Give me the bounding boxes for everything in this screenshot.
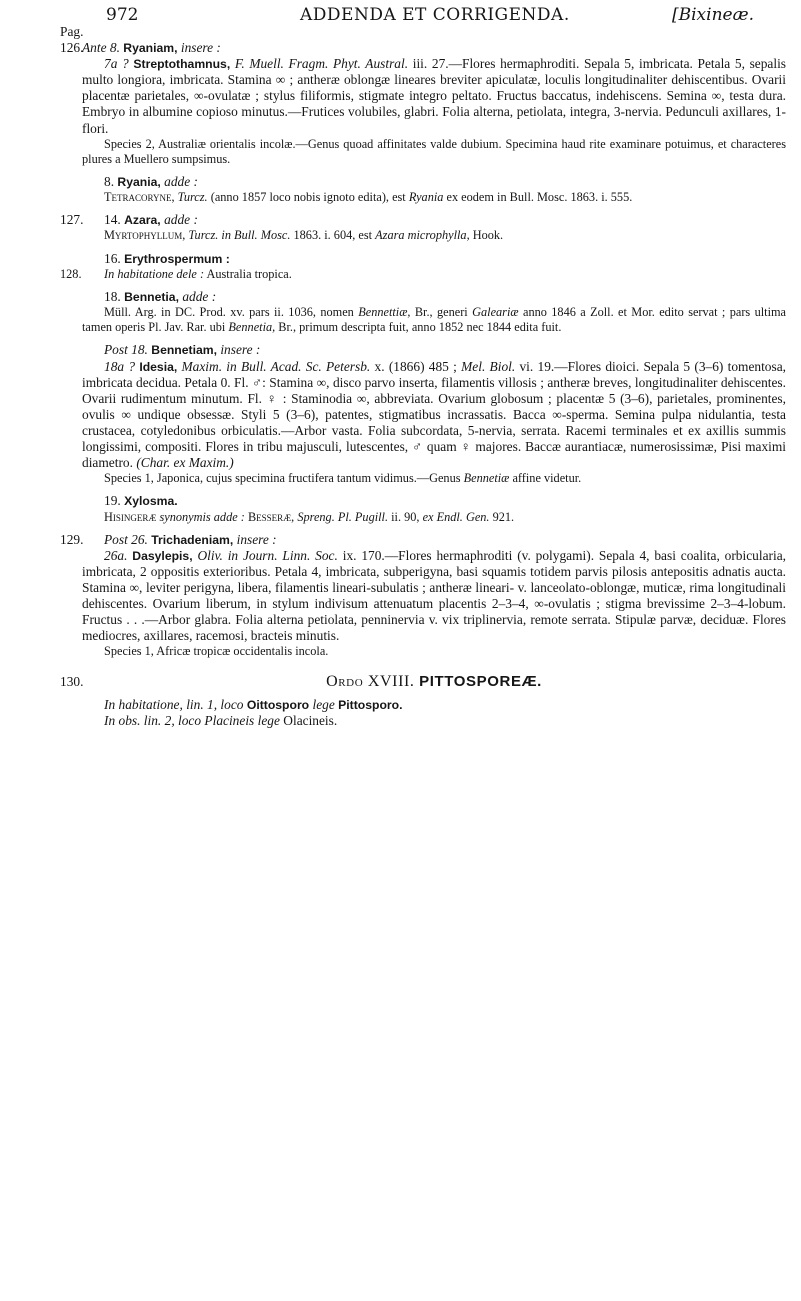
section-label: [Bixineæ.: [672, 5, 754, 25]
note-pittosporo: In habitatione, lin. 1, loco Oittosporo lege Pittosporo.: [104, 696, 403, 712]
entry-post-18: Post 18. Bennetiam, insere :: [104, 342, 261, 358]
note-streptothamnus: Species 2, Australiæ orientalis incolæ.—Genus quoad affinitates valde dubium. Specimina haud rite examinare potuimus, et characteres plures a Muellero sumpsimus.: [82, 136, 786, 166]
entry-bennetia: 18. Bennetia, adde :: [104, 288, 217, 304]
running-title: ADDENDA ET CORRIGENDA.: [300, 5, 570, 25]
note-habitatione: 128. In habitatione dele : Australia tropica.: [60, 266, 292, 281]
entry-ryania: 8. Ryania, adde :: [104, 174, 198, 190]
entry-126-ryaniam: 126.Ante 8. Ryaniam, insere :: [60, 40, 221, 56]
note-idesia: Species 1, Japonica, cujus specimina fructifera tantum vidimus.—Genus Bennetiæ affine videtur.: [104, 471, 582, 486]
entry-streptothamnus: 7a ? Streptothamnus, F. Muell. Fragm. Phyt. Austral. iii. 27.—Flores hermaphroditi. Sepala 5, imbricata. Petala 5, sepalis multo longiora, imbricata. Stamina ∞ ; antheræ oblongæ lineares breviter apiculatæ, loculis longitudinaliter dehiscentibus. Ovarii placentæ parietales, ∞-ovulatæ ; stylus filiformis, stigmate integro peltato. Fructus baccatus, indehiscens. Semina ∞, testa dura. Embryo in albumine copioso minutus.—Frutices volubiles, glabri. Folia alterna, petiolata, integra, 3-nervia. Pedunculi axillares, 1-flori.: [82, 56, 787, 136]
note-olacineis: In obs. lin. 2, loco Placineis lege Olacineis.: [104, 712, 338, 728]
pag-label: Pag.: [60, 24, 84, 39]
entry-erythrospermum: 16. Erythrospermum :: [104, 250, 230, 266]
note-tetracoryne: Tetracoryne, Turcz. (anno 1857 loco nobis ignoto edita), est Ryania ex eodem in Bull. Mosc. 1863. i. 555.: [104, 190, 633, 205]
entry-post-26: 129. Post 26. Trichadeniam, insere :: [60, 531, 277, 547]
note-bennetia: Müll. Arg. in DC. Prod. xv. pars ii. 1036, nomen Bennettiæ, Br., generi Galeariæ anno 1846 a Zoll. et Mor. edito servat ; pars ultima tamen operis Pl. Jav. Rar. ubi Bennetia, Br., primum descripta fuit, anno 1852 nec 1844 edita fuit.: [82, 305, 787, 335]
entry-azara: 127. 14. Azara, adde :: [60, 212, 198, 228]
page-number: 972: [106, 5, 139, 25]
note-myrtophyllum: Myrtophyllum, Turcz. in Bull. Mosc. 1863. i. 604, est Azara microphylla, Hook.: [104, 228, 504, 243]
note-dasylepis: Species 1, Africæ tropicæ occidentalis incola.: [104, 644, 329, 659]
entry-dasylepis: 26a. Dasylepis, Oliv. in Journ. Linn. Soc. ix. 170.—Flores hermaphroditi (v. polygami). Sepala 4, basi coalita, orbicularia, imbricata, 2 oppositis exterioribus. Petala 4, imbricata, subperigyna, basi squamis totidem parvis pilosis antepositis adnatis aucta. Stamina ∞, leviter perigyna, libera, filamentis lineari-subulatis ; antheræ lineari- v. lanceolato-oblongæ, muticæ, rima longitudinali dehiscentes. Ovarium liberum, in stylum indivisum attenuatum placentis 2–3–4, ∞-ovulatis ; stigma brevissime 2–3–4-lobum. Fructus . . .—Arbor glabra. Folia alterna petiolata, penninervia v. vix triplinervia, remote serrata. Stipulæ parvæ, deciduæ. Flores mediocres, axillares, racemosi, bracteis minutis.: [82, 547, 786, 644]
note-hisingera: Hisingeræ synonymis adde : Besseræ, Spreng. Pl. Pugill. ii. 90, ex Endl. Gen. 921.: [104, 509, 515, 524]
entry-pittosporeae: 130. Ordo XVIII. PITTOSPOREÆ.: [60, 672, 542, 690]
entry-xylosma: 19. Xylosma.: [104, 493, 178, 509]
page-body: [60, 24, 786, 729]
entry-idesia: 18a ? Idesia, Maxim. in Bull. Acad. Sc. Petersb. x. (1866) 485 ; Mel. Biol. vi. 19.—Flores dioici. Sepala 5 (3–6) tomentosa, imbricata decidua. Petala 0. Fl. ♂: Stamina ∞, disco parvo inserta, filamentis villosis ; antheræ breves, longitudinaliter dehiscentes. Ovarii rudimentum minutum. Fl. ♀ : Staminodia ∞, abbreviata. Ovarium globosum ; placentæ 5 (3–6), parietales, prominentes, ovulis ∞ undique obsessæ. Styli 5 (3–6), patentes, stigmatibus incrassatis. Bacca ∞-sperma. Semina pulpa nidulantia, testa crustacea, cotyledonibus orbiculatis.—Arbor vasta. Folia subcordata, 5-nervia, serrata. Racemi terminales et ex axillis summis longissimi, compositi. Flores in tribu majusculi, lutescentes, ♂ quam ♀ majores. Baccæ aurantiacæ, numerosissimæ, Pisi maximi diametro. (Char. ex Maxim.): [82, 358, 787, 471]
